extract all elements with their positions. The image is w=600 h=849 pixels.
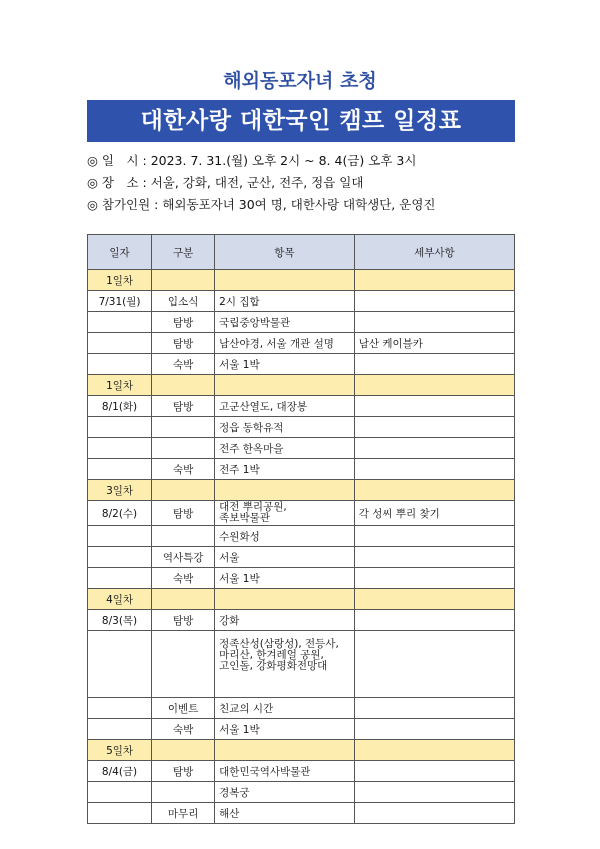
item-cell: 대한민국역사박물관 [215,761,355,782]
schedule-table-body [88,270,515,824]
category-cell: 이벤트 [152,698,215,719]
date-cell [88,526,152,547]
category-cell: 탐방 [152,501,215,526]
detail-cell [354,719,514,740]
table-row [88,438,515,459]
item-cell: 서울 1박 [215,568,355,589]
table-row [88,417,515,438]
date-cell [88,547,152,568]
table-row [88,526,515,547]
date-cell [88,417,152,438]
category-cell: 탐방 [152,333,215,354]
table-row [88,354,515,375]
header-detail: 세부사항 [354,235,514,270]
item-cell: 2시 집합 [215,291,355,312]
item-cell: 대전 뿌리공원, 족보박물관 [215,501,355,526]
table-row [88,610,515,631]
day-label: 4일차 [88,589,152,610]
empty-cell [354,740,514,761]
date-cell [88,803,152,824]
detail-cell [354,291,514,312]
date-cell: 8/4(금) [88,761,152,782]
date-cell [88,568,152,589]
info-date-line: ◎ 일 시 : 2023. 7. 31.(월) 오후 2시 ~ 8. 4(금) 오후 3시 [87,153,417,168]
empty-cell [152,375,215,396]
empty-cell [215,375,355,396]
date-cell: 7/31(월) [88,291,152,312]
empty-cell [215,740,355,761]
date-cell [88,719,152,740]
category-cell [152,417,215,438]
empty-cell [152,589,215,610]
category-cell: 탐방 [152,312,215,333]
item-cell: 친교의 시간 [215,698,355,719]
date-cell [88,631,152,698]
table-row [88,719,515,740]
empty-cell [152,740,215,761]
day-header-row [88,589,515,610]
category-cell: 탐방 [152,396,215,417]
empty-cell [152,270,215,291]
category-cell: 입소식 [152,291,215,312]
detail-cell [354,417,514,438]
item-cell: 국립중앙박물관 [215,312,355,333]
day-label: 1일차 [88,375,152,396]
detail-cell [354,803,514,824]
item-cell: 경복궁 [215,782,355,803]
date-cell [88,782,152,803]
category-cell [152,438,215,459]
date-cell: 8/1(화) [88,396,152,417]
detail-cell [354,354,514,375]
detail-cell [354,312,514,333]
detail-cell [354,568,514,589]
table-row [88,761,515,782]
category-cell: 숙박 [152,568,215,589]
item-cell: 전주 1박 [215,459,355,480]
table-row [88,501,515,526]
detail-cell [354,459,514,480]
category-cell: 숙박 [152,459,215,480]
day-label: 3일차 [88,480,152,501]
table-row [88,459,515,480]
header-date: 일자 [88,235,152,270]
date-cell [88,333,152,354]
item-cell: 고군산열도, 대장봉 [215,396,355,417]
date-cell [88,312,152,333]
category-cell: 역사특강 [152,547,215,568]
event-subtitle: 해외동포자녀 초청 [223,70,377,92]
category-cell: 마무리 [152,803,215,824]
day-label: 5일차 [88,740,152,761]
date-cell: 8/3(목) [88,610,152,631]
category-cell: 탐방 [152,761,215,782]
empty-cell [354,480,514,501]
detail-cell [354,610,514,631]
schedule-table [87,234,515,824]
detail-cell [354,761,514,782]
category-cell [152,526,215,547]
category-cell: 숙박 [152,719,215,740]
item-cell: 서울 [215,547,355,568]
category-cell [152,782,215,803]
day-header-row [88,375,515,396]
item-cell: 강화 [215,610,355,631]
schedule-title-banner: 대한사랑 대한국인 캠프 일정표 [87,100,515,142]
day-header-row [88,740,515,761]
table-row [88,291,515,312]
info-participants-line: ◎ 참가인원 : 해외동포자녀 30여 명, 대한사랑 대학생단, 운영진 [87,197,436,212]
item-cell: 남산야경, 서울 개관 설명 [215,333,355,354]
table-row [88,547,515,568]
event-info [87,150,527,216]
date-cell: 8/2(수) [88,501,152,526]
detail-cell [354,526,514,547]
empty-cell [215,480,355,501]
date-cell [88,459,152,480]
detail-cell: 각 성씨 뿌리 찾기 [354,501,514,526]
detail-cell: 남산 케이블카 [354,333,514,354]
detail-cell [354,547,514,568]
empty-cell [354,270,514,291]
item-cell: 정읍 동학유적 [215,417,355,438]
item-cell: 정족산성(삼랑성), 전등사, 마리산, 한겨레얼 공원, 고인돌, 강화평화전망대 [215,631,355,698]
item-cell: 서울 1박 [215,719,355,740]
table-row [88,698,515,719]
day-label: 1일차 [88,270,152,291]
detail-cell [354,698,514,719]
table-row [88,568,515,589]
day-header-row [88,480,515,501]
category-cell [152,631,215,698]
detail-cell [354,631,514,698]
table-row [88,803,515,824]
table-row [88,312,515,333]
item-cell: 수원화성 [215,526,355,547]
empty-cell [152,480,215,501]
detail-cell [354,438,514,459]
date-cell [88,698,152,719]
date-cell [88,438,152,459]
item-cell: 해산 [215,803,355,824]
table-row [88,333,515,354]
empty-cell [354,589,514,610]
table-row [88,631,515,698]
detail-cell [354,396,514,417]
info-place-line: ◎ 장 소 : 서울, 강화, 대전, 군산, 전주, 정읍 일대 [87,175,364,190]
header-item: 항목 [215,235,355,270]
header-category: 구분 [152,235,215,270]
date-cell [88,354,152,375]
detail-cell [354,782,514,803]
day-header-row [88,270,515,291]
table-header-row [88,235,515,270]
table-row [88,396,515,417]
item-cell: 전주 한옥마을 [215,438,355,459]
category-cell: 숙박 [152,354,215,375]
empty-cell [354,375,514,396]
item-cell: 서울 1박 [215,354,355,375]
category-cell: 탐방 [152,610,215,631]
empty-cell [215,589,355,610]
table-row [88,782,515,803]
empty-cell [215,270,355,291]
